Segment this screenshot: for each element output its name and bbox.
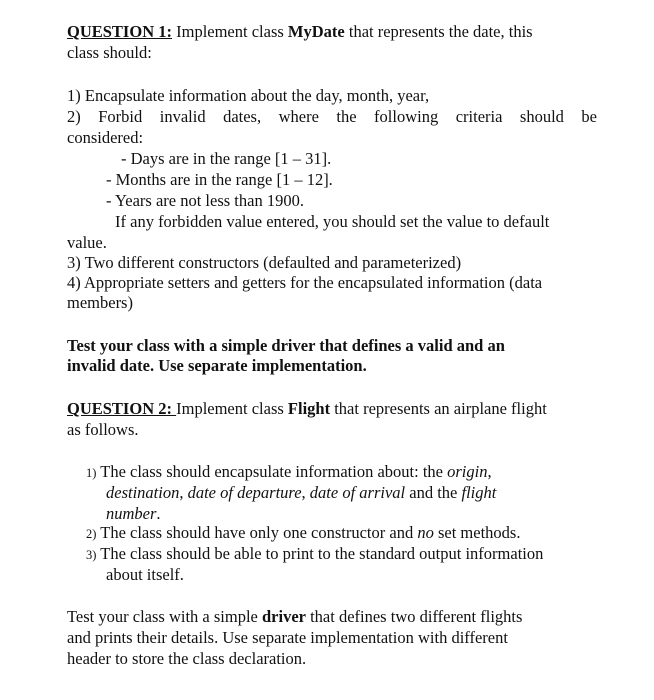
q1-test-line1: Test your class with a simple driver that defines a valid and an [67, 336, 505, 355]
q2-item-1-pre: The class should encapsulate information about: the [96, 462, 448, 481]
q1-item-4-line1: 4) Appropriate setters and getters for the encapsulated information (data [67, 273, 543, 292]
q2-comma-3: , [301, 483, 310, 502]
q2-item-2 [86, 522, 520, 545]
q1-heading: QUESTION 1: [67, 22, 172, 41]
q2-item-1-line2 [106, 482, 496, 503]
q2-item-1-line1 [86, 461, 492, 484]
q2-item-2-post: set methods. [433, 523, 521, 542]
q2-item-3-text: The class should be able to print to the standard output information [96, 544, 544, 563]
q2-comma-1: , [487, 462, 492, 481]
q1-item-3: 3) Two different constructors (defaulted and parameterized) [67, 253, 462, 272]
q2-destination: destination [106, 483, 180, 502]
q1-class-name: MyDate [287, 22, 345, 41]
q2-test-line2: and prints their details. Use separate implementation with different [67, 628, 508, 647]
q1-item-2-line1: 2) Forbid invalid dates, where the following criteria should be [67, 107, 597, 126]
q1-criterion-months: - Months are in the range [1 – 12]. [106, 170, 333, 189]
q2-period-1: . [156, 504, 161, 523]
q2-no: no [417, 523, 434, 542]
q1-intro-post: that represents the date, this [344, 22, 533, 41]
q2-item-3-line1 [86, 543, 543, 566]
q1-default-line1: If any forbidden value entered, you should set the value to default [115, 212, 550, 231]
q2-item-2-number: 2) [86, 527, 97, 541]
q1-item-4-line2: members) [67, 293, 133, 312]
q2-item-3-number: 3) [86, 548, 97, 562]
q2-item-1-number: 1) [86, 466, 97, 480]
q2-and-the: and the [405, 483, 462, 502]
q2-test-line1 [67, 606, 522, 627]
q2-number: number [106, 504, 157, 523]
q1-criterion-days: - Days are in the range [1 – 31]. [121, 149, 332, 168]
q2-item-3-line2: about itself. [106, 565, 184, 584]
q2-flight: flight [461, 483, 497, 502]
q1-criterion-years: - Years are not less than 1900. [106, 191, 304, 210]
q1-intro-line2: class should: [67, 43, 152, 62]
q2-intro-post: that represents an airplane flight [330, 399, 547, 418]
q1-item-2-line2: considered: [67, 128, 144, 147]
q2-intro-pre: Implement class [176, 399, 288, 418]
q1-item-1: 1) Encapsulate information about the day, month, year, [67, 86, 430, 105]
q2-heading: QUESTION 2: [67, 399, 177, 418]
q2-driver: driver [261, 607, 306, 626]
q1-default-line2: value. [67, 233, 107, 252]
q2-origin: origin [447, 462, 488, 481]
q1-intro-line [67, 21, 533, 42]
q2-item-2-pre: The class should have only one constructor and [96, 523, 418, 542]
q1-test-line2: invalid date. Use separate implementation. [67, 356, 367, 375]
q2-intro-line2: as follows. [67, 420, 139, 439]
q2-test-post: that defines two different flights [305, 607, 523, 626]
q2-item-1-line3 [106, 503, 161, 524]
q2-date-of-arrival: date of arrival [309, 483, 406, 502]
q2-test-pre: Test your class with a simple [67, 607, 262, 626]
q2-date-of-departure: date of departure [187, 483, 302, 502]
q2-test-line3: header to store the class declaration. [67, 649, 307, 668]
q2-class-name: Flight [287, 399, 331, 418]
q1-intro-pre: Implement class [171, 22, 288, 41]
q2-comma-2: , [179, 483, 188, 502]
q2-intro-line [67, 398, 547, 419]
